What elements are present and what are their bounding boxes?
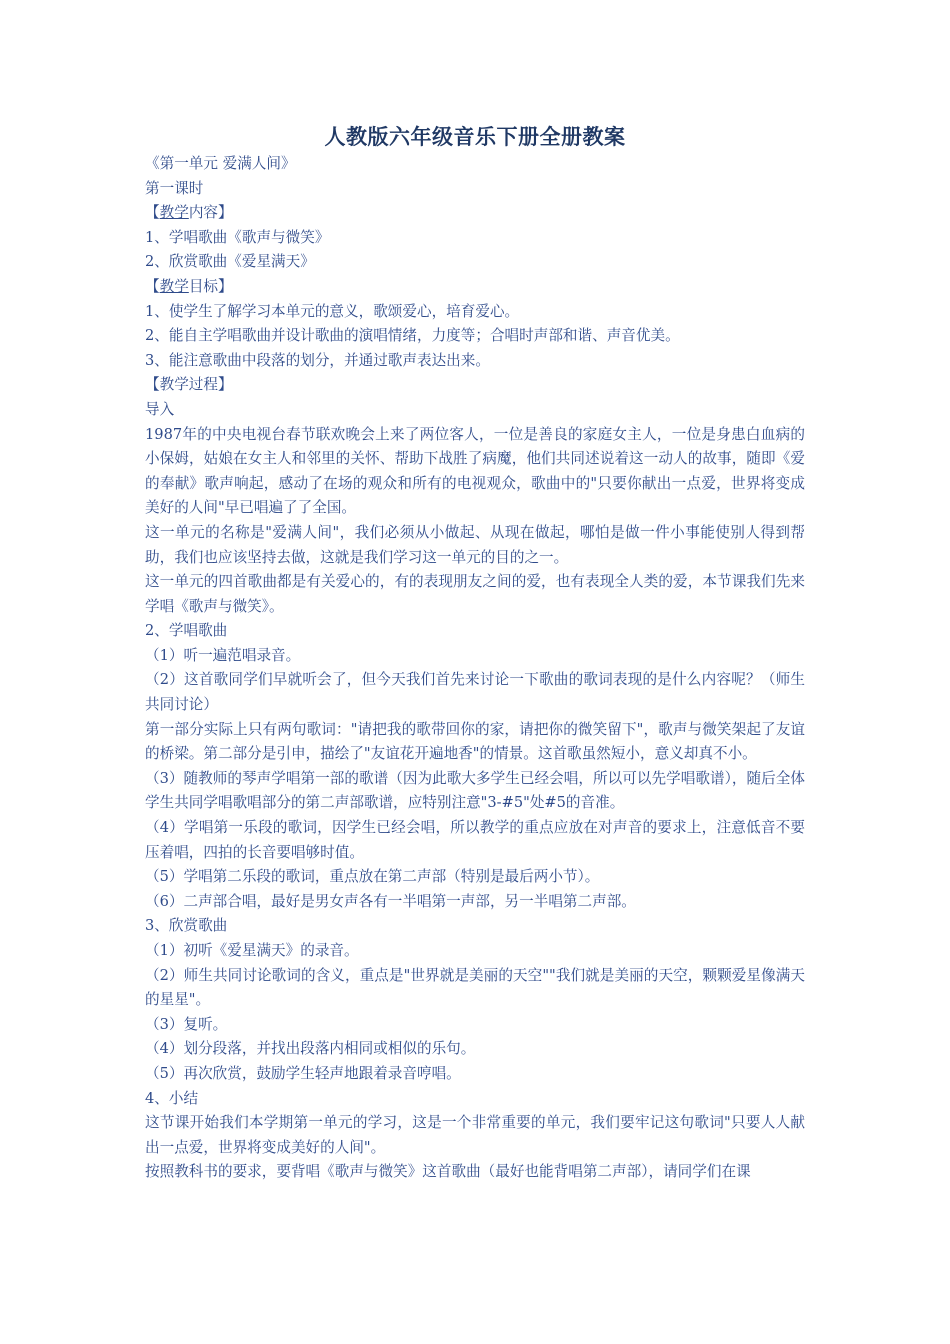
unit-heading: 《第一单元 爱满人间》 (145, 155, 296, 172)
list-item: 2、能自主学唱歌曲并设计歌曲的演唱情绪，力度等；合唱时声部和谐、声音优美。 (145, 327, 680, 345)
list-item: （3）复听。 (145, 1015, 228, 1033)
underlined-word: 教学 (159, 204, 189, 222)
paragraph: 按照教科书的要求，要背唱《歌声与微笑》这首歌曲（最好也能背唱第二声部），请同学们在课 (145, 1163, 751, 1181)
underlined-word: 教学 (159, 277, 189, 295)
document-title: 人教版六年级音乐下册全册教案 (324, 124, 626, 149)
list-item: （5）学唱第二乐段的歌词，重点放在第二声部（特别是最后两小节）。 (145, 868, 600, 886)
list-item: 2、欣赏歌曲《爱星满天》 (145, 253, 315, 271)
bracket-open: 【 (145, 204, 160, 222)
heading-rest: 目标】 (188, 277, 233, 295)
list-item: 1、学唱歌曲《歌声与微笑》 (145, 228, 330, 246)
list-item: （1）初听《爱星满天》的录音。 (145, 942, 359, 959)
list-item: （4）学唱第一乐段的歌词，因学生已经会唱，所以教学的重点应放在对声音的要求上，注意低音不要压着唱，四拍的长音要唱够时值。 (145, 819, 805, 861)
paragraph: 1987年的中央电视台春节联欢晚会上来了两位客人，一位是善良的家庭女主人，一位是身患白血病的小保姆，姑娘在女主人和邻里的关怀、帮助下战胜了病魔，他们共同述说着这一动人的故事，随即《爱的奉献》歌声响起，感动了在场的观众和所有的电视观众，歌曲中的"只要你献出一点爱，世界将变成美好的人间"早已唱遍了了全国。 (145, 425, 805, 517)
document-body (145, 152, 805, 1185)
learn-section-heading: 2、学唱歌曲 (145, 622, 228, 640)
list-item: （6）二声部合唱，最好是男女声各有一半唱第一声部，另一半唱第二声部。 (145, 892, 636, 910)
goals-section-heading (145, 275, 805, 300)
list-item: （5）再次欣赏，鼓励学生轻声地跟着录音哼唱。 (145, 1064, 461, 1082)
list-item: 3、能注意歌曲中段落的划分，并通过歌声表达出来。 (145, 351, 490, 369)
summary-section-heading: 4、小结 (145, 1089, 199, 1107)
process-section-heading: 【教学过程】 (145, 376, 233, 394)
content-section-heading (145, 201, 805, 226)
paragraph: 第一部分实际上只有两句歌词："请把我的歌带回你的家，请把你的微笑留下"，歌声与微笑架起了友谊的桥梁。第二部分是引申，描绘了"友谊花开遍地香"的情景。这首歌虽然短小，意义却真不小。 (145, 720, 805, 763)
list-item: （1）听一遍范唱录音。 (145, 646, 301, 664)
appreciate-section-heading: 3、欣赏歌曲 (145, 917, 228, 935)
paragraph: 这节课开始我们本学期第一单元的学习，这是一个非常重要的单元，我们要牢记这句歌词"只要人人献出一点爱，世界将变成美好的人间"。 (145, 1114, 805, 1156)
paragraph: 这一单元的名称是"爱满人间"，我们必须从小做起、从现在做起，哪怕是做一件小事能使别人得到帮助，我们也应该坚持去做，这就是我们学习这一单元的目的之一。 (145, 523, 805, 566)
list-item: （2）师生共同讨论歌词的含义，重点是"世界就是美丽的天空""我们就是美丽的天空，颗颗爱星像满天的星星"。 (145, 966, 805, 1009)
paragraph: 这一单元的四首歌曲都是有关爱心的，有的表现朋友之间的爱，也有表现全人类的爱，本节课我们先来学唱《歌声与微笑》。 (145, 573, 805, 615)
list-item: （4）划分段落，并找出段落内相同或相似的乐句。 (145, 1040, 476, 1058)
list-item: 1、使学生了解学习本单元的意义，歌颂爱心，培育爱心。 (145, 302, 520, 320)
bracket-open: 【 (145, 277, 160, 295)
heading-rest: 内容】 (188, 204, 233, 222)
list-item: （3）随教师的琴声学唱第一部的歌谱（因为此歌大多学生已经会唱，所以可以先学唱歌谱），随后全体学生共同学唱歌唱部分的第二声部歌谱，应特别注意"3-#5"处#5的音准。 (145, 769, 805, 812)
intro-label: 导入 (145, 400, 175, 418)
lesson-heading: 第一课时 (145, 179, 204, 197)
list-item: （2）这首歌同学们早就听会了，但今天我们首先来讨论一下歌曲的歌词表现的是什么内容呢？（师生共同讨论） (145, 671, 805, 714)
